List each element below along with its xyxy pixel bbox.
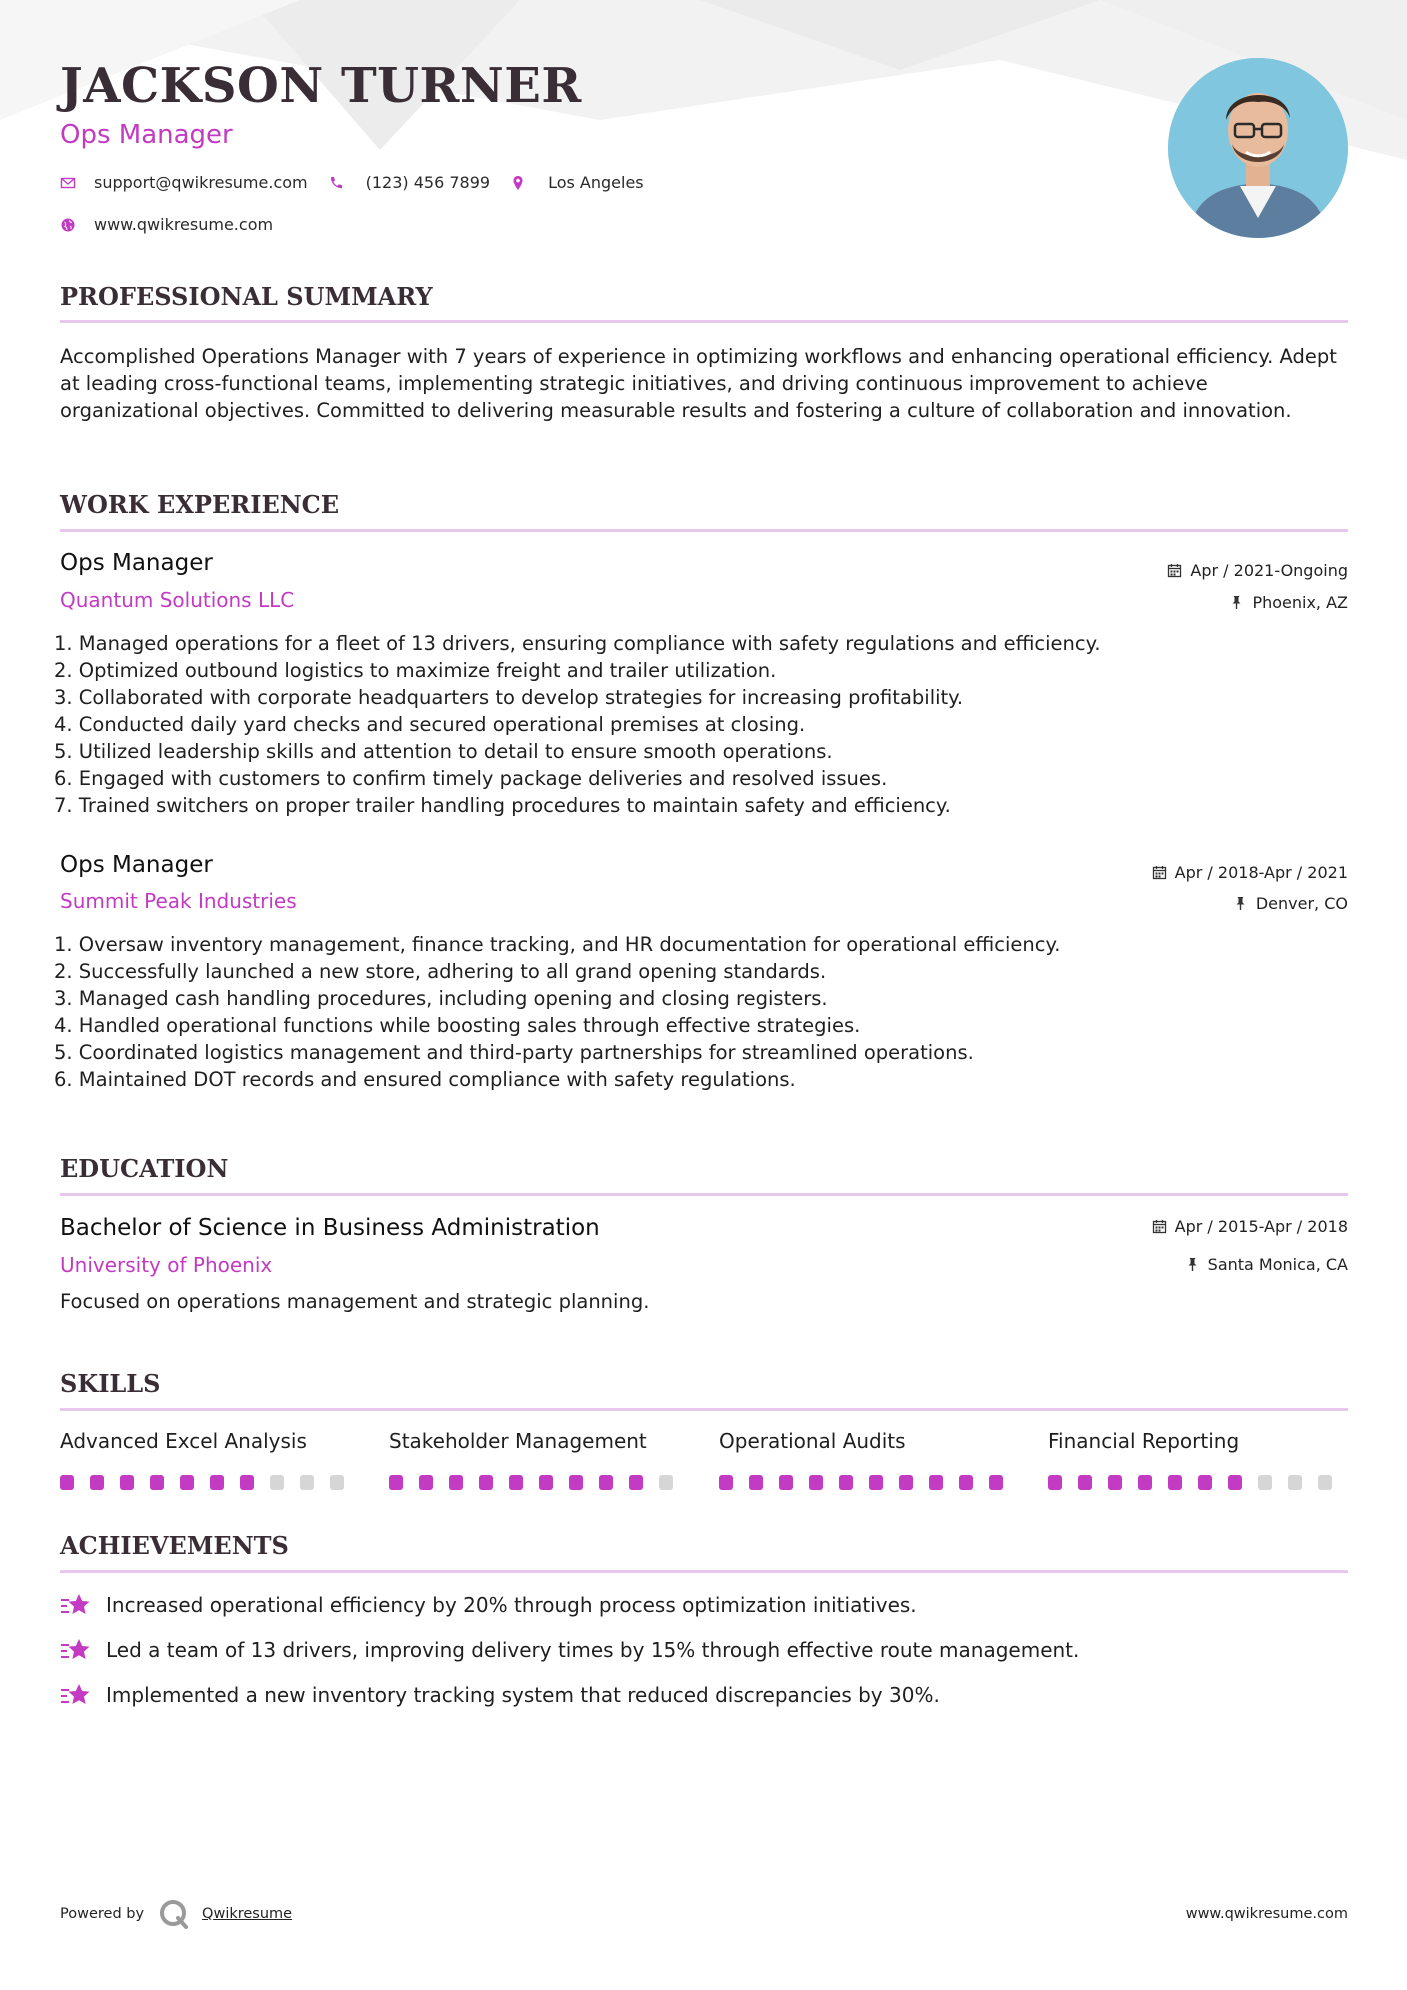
rating-dot-filled — [749, 1475, 763, 1490]
rating-dot-filled — [719, 1475, 733, 1490]
rating-dot-filled — [929, 1475, 943, 1490]
education-dates-text: Apr / 2015-Apr / 2018 — [1174, 1217, 1348, 1236]
skill-rating — [1048, 1475, 1348, 1490]
rating-dot-filled — [150, 1475, 164, 1490]
pushpin-icon — [1229, 595, 1244, 610]
list-item: 4. Conducted daily yard checks and secured operational premises at closing. — [54, 713, 806, 736]
section-title-work: WORK EXPERIENCE — [60, 490, 340, 519]
envelope-icon — [60, 175, 76, 191]
job-location-text: Denver, CO — [1255, 894, 1348, 913]
education-degree: Bachelor of Science in Business Administration — [60, 1215, 600, 1241]
education-school: University of Phoenix — [60, 1253, 273, 1277]
website-text: www.qwikresume.com — [94, 215, 274, 234]
location-text: Los Angeles — [548, 173, 644, 192]
rating-dot-filled — [569, 1475, 583, 1490]
skill-rating — [389, 1475, 689, 1490]
rating-dot-filled — [1138, 1475, 1152, 1490]
achievement-item — [60, 1591, 917, 1619]
list-item: 6. Maintained DOT records and ensured compliance with safety regulations. — [54, 1068, 796, 1091]
qwikresume-link[interactable]: Qwikresume — [202, 1906, 293, 1922]
rating-dot-filled — [90, 1475, 104, 1490]
rating-dot-filled — [779, 1475, 793, 1490]
map-pin-icon — [510, 175, 526, 191]
rating-dot-filled — [539, 1475, 553, 1490]
pushpin-icon — [1185, 1257, 1200, 1272]
section-divider — [60, 1193, 1348, 1196]
job-bullet-list — [54, 931, 1060, 1093]
education-dates — [1152, 1217, 1348, 1236]
rating-dot-filled — [1078, 1475, 1092, 1490]
rating-dot-filled — [989, 1475, 1003, 1490]
section-title-skills: SKILLS — [60, 1369, 161, 1398]
job-bullet-list — [54, 630, 1101, 819]
job-dates-text: Apr / 2018-Apr / 2021 — [1174, 863, 1348, 882]
rating-dot-empty — [1288, 1475, 1302, 1490]
rating-dot-filled — [1228, 1475, 1242, 1490]
job-company: Quantum Solutions LLC — [60, 588, 295, 612]
skill-item — [60, 1429, 360, 1490]
list-item: 2. Successfully launched a new store, adhering to all grand opening standards. — [54, 960, 827, 983]
footer-website-link[interactable]: www.qwikresume.com — [1185, 1906, 1348, 1922]
rating-dot-filled — [839, 1475, 853, 1490]
calendar-icon — [1152, 1219, 1167, 1234]
contact-row — [60, 173, 664, 192]
education-location-text: Santa Monica, CA — [1207, 1255, 1348, 1274]
rating-dot-filled — [1048, 1475, 1062, 1490]
list-item: 1. Oversaw inventory management, finance tracking, and HR documentation for operational efficiency. — [54, 933, 1061, 956]
rating-dot-filled — [240, 1475, 254, 1490]
job-dates-text: Apr / 2021-Ongoing — [1190, 561, 1348, 580]
rating-dot-empty — [300, 1475, 314, 1490]
rating-dot-filled — [210, 1475, 224, 1490]
job-title: Ops Manager — [60, 852, 213, 878]
list-item: 7. Trained switchers on proper trailer handling procedures to maintain safety and efficiency. — [54, 794, 951, 817]
skill-item — [389, 1429, 689, 1490]
star-icon — [60, 1636, 92, 1664]
skill-name: Operational Audits — [719, 1429, 906, 1453]
contact-email[interactable] — [60, 173, 308, 192]
rating-dot-empty — [330, 1475, 344, 1490]
rating-dot-filled — [1168, 1475, 1182, 1490]
calendar-icon — [1167, 563, 1182, 578]
skill-item — [1048, 1429, 1348, 1490]
section-title-education: EDUCATION — [60, 1154, 229, 1183]
section-divider — [60, 320, 1348, 323]
job-location — [1229, 593, 1348, 612]
section-divider — [60, 529, 1348, 532]
rating-dot-filled — [479, 1475, 493, 1490]
job-title: Ops Manager — [60, 550, 213, 576]
phone-text: (123) 456 7899 — [365, 173, 491, 192]
skill-rating — [60, 1475, 360, 1490]
contact-row — [60, 215, 293, 234]
rating-dot-empty — [1318, 1475, 1332, 1490]
profile-photo — [1168, 58, 1348, 238]
rating-dot-filled — [180, 1475, 194, 1490]
list-item: 4. Handled operational functions while boosting sales through effective strategies. — [54, 1014, 861, 1037]
rating-dot-filled — [509, 1475, 523, 1490]
rating-dot-filled — [599, 1475, 613, 1490]
star-icon — [60, 1591, 92, 1619]
job-dates — [1167, 561, 1348, 580]
list-item: 3. Collaborated with corporate headquarters to develop strategies for increasing profitability. — [54, 686, 964, 709]
education-location — [1185, 1255, 1348, 1274]
rating-dot-empty — [659, 1475, 673, 1490]
contact-phone[interactable] — [328, 173, 490, 192]
email-text: support@qwikresume.com — [94, 173, 308, 192]
rating-dot-filled — [60, 1475, 74, 1490]
pushpin-icon — [1233, 896, 1248, 911]
footer-powered-by — [60, 1898, 292, 1930]
skill-name: Stakeholder Management — [389, 1429, 647, 1453]
rating-dot-filled — [629, 1475, 643, 1490]
rating-dot-filled — [1198, 1475, 1212, 1490]
list-item: 5. Coordinated logistics management and third-party partnerships for streamlined operations. — [54, 1041, 974, 1064]
qwikresume-logo-icon — [158, 1898, 190, 1930]
globe-icon — [60, 217, 76, 233]
list-item: 2. Optimized outbound logistics to maximize freight and trailer utilization. — [54, 659, 777, 682]
list-item: 1. Managed operations for a fleet of 13 drivers, ensuring compliance with safety regulations and efficiency. — [54, 632, 1101, 655]
section-divider — [60, 1408, 1348, 1411]
contact-website[interactable] — [60, 215, 273, 234]
achievement-text: Implemented a new inventory tracking system that reduced discrepancies by 30%. — [106, 1683, 940, 1707]
star-icon — [60, 1681, 92, 1709]
skill-name: Financial Reporting — [1048, 1429, 1240, 1453]
candidate-name: JACKSON TURNER — [60, 58, 582, 114]
education-description: Focused on operations management and strategic planning. — [60, 1290, 650, 1313]
skill-item — [719, 1429, 1019, 1490]
job-location-text: Phoenix, AZ — [1252, 593, 1348, 612]
powered-by-text: Powered by — [60, 1906, 145, 1922]
job-dates — [1152, 863, 1348, 882]
achievement-text: Increased operational efficiency by 20% through process optimization initiatives. — [106, 1593, 917, 1617]
rating-dot-empty — [1258, 1475, 1272, 1490]
list-item: 6. Engaged with customers to confirm timely package deliveries and resolved issues. — [54, 767, 888, 790]
rating-dot-filled — [120, 1475, 134, 1490]
achievement-item — [60, 1681, 940, 1709]
rating-dot-filled — [1108, 1475, 1122, 1490]
skill-name: Advanced Excel Analysis — [60, 1429, 307, 1453]
rating-dot-empty — [270, 1475, 284, 1490]
rating-dot-filled — [809, 1475, 823, 1490]
section-title-summary: PROFESSIONAL SUMMARY — [60, 282, 433, 311]
rating-dot-filled — [389, 1475, 403, 1490]
rating-dot-filled — [899, 1475, 913, 1490]
contact-location — [510, 173, 644, 192]
achievement-item — [60, 1636, 1079, 1664]
list-item: 3. Managed cash handling procedures, including opening and closing registers. — [54, 987, 828, 1010]
rating-dot-filled — [449, 1475, 463, 1490]
summary-text: Accomplished Operations Manager with 7 years of experience in optimizing workflows and enhancing operational efficiency. Adept at leading cross-functional teams, implementing strategic initiatives, and driving continuous improvement to achieve organizational objectives. Committed to delivering measurable results and fostering a culture of collaboration and innovation. — [60, 345, 1337, 422]
candidate-role: Ops Manager — [60, 120, 233, 150]
list-item: 5. Utilized leadership skills and attention to detail to ensure smooth operations. — [54, 740, 833, 763]
section-title-achievements: ACHIEVEMENTS — [60, 1531, 289, 1560]
rating-dot-filled — [419, 1475, 433, 1490]
rating-dot-filled — [959, 1475, 973, 1490]
job-company: Summit Peak Industries — [60, 889, 297, 913]
rating-dot-filled — [869, 1475, 883, 1490]
achievement-text: Led a team of 13 drivers, improving delivery times by 15% through effective route management. — [106, 1638, 1080, 1662]
job-location — [1233, 894, 1348, 913]
calendar-icon — [1152, 865, 1167, 880]
phone-icon — [328, 175, 344, 191]
section-divider — [60, 1570, 1348, 1573]
profile-photo-illustration — [1168, 58, 1348, 238]
skill-rating — [719, 1475, 1019, 1490]
